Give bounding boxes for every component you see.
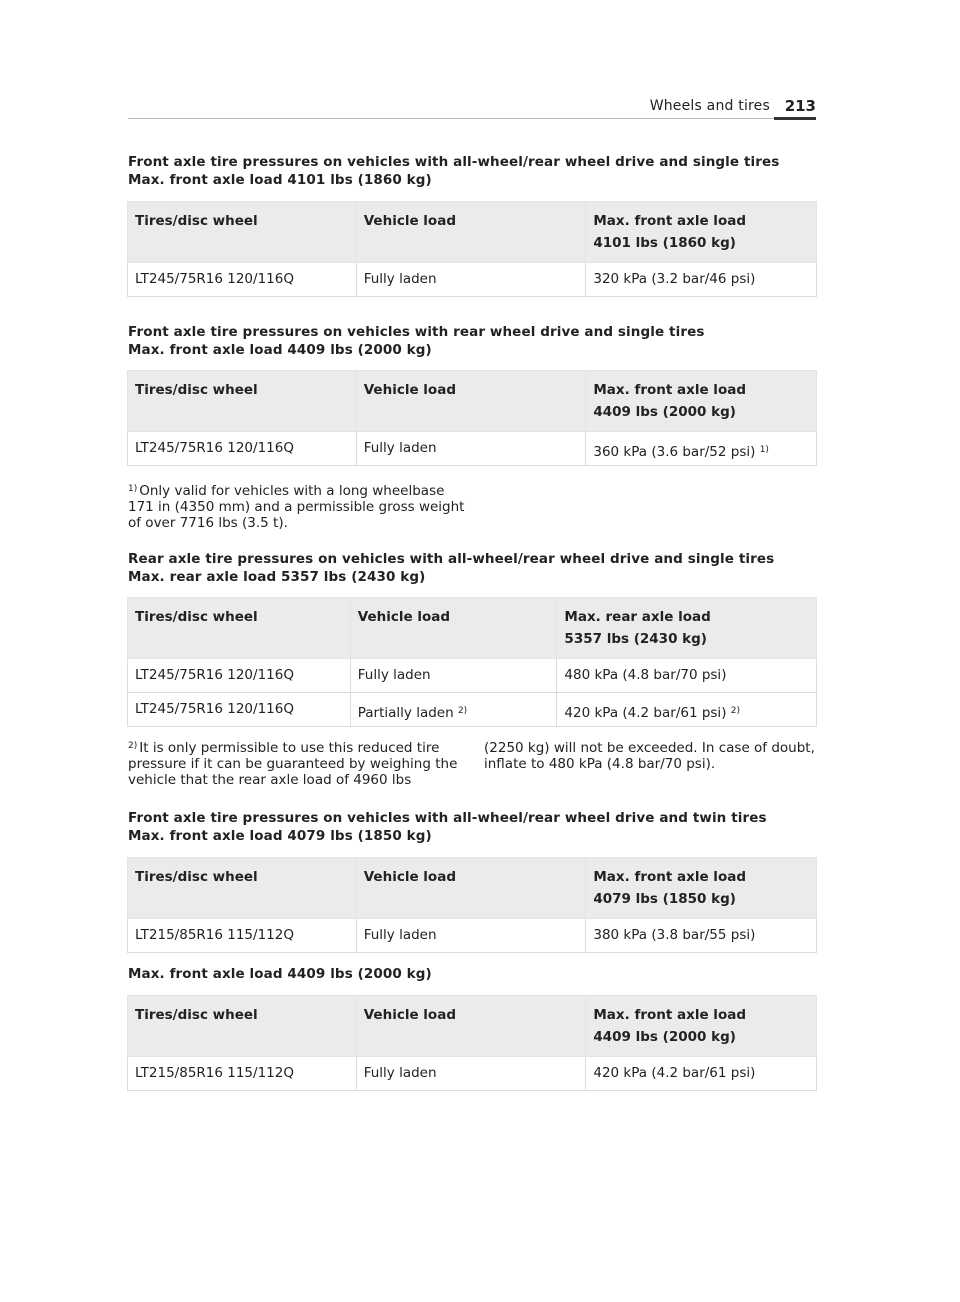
column-header-line: 4409 lbs (2000 kg) xyxy=(593,1029,736,1045)
column-header xyxy=(586,858,817,919)
column-header xyxy=(557,598,817,659)
table-row xyxy=(128,432,817,466)
tire-pressure-table xyxy=(127,370,817,466)
column-header: Vehicle load xyxy=(356,371,586,432)
footnote-right-column xyxy=(484,740,824,772)
section-subtitle-line: Max. front axle load 4101 lbs (1860 kg) xyxy=(128,172,432,188)
section-title xyxy=(128,550,828,586)
tire-size-cell: LT215/85R16 115/112Q xyxy=(128,1057,357,1091)
vehicle-load-cell: Fully laden xyxy=(350,659,557,693)
column-header-line: 4101 lbs (1860 kg) xyxy=(593,235,736,251)
column-header-line: Max. front axle load xyxy=(593,382,746,398)
table-header-row xyxy=(128,858,817,919)
pressure-cell xyxy=(586,432,817,466)
table-header-row xyxy=(128,598,817,659)
header-rule-accent xyxy=(774,117,816,120)
section-title-line: Front axle tire pressures on vehicles with all-wheel/rear wheel drive and single tires xyxy=(128,154,780,170)
column-header: Tires/disc wheel xyxy=(128,858,357,919)
section-title xyxy=(128,809,828,845)
column-header: Vehicle load xyxy=(356,996,586,1057)
table-row xyxy=(128,919,817,953)
column-header: Tires/disc wheel xyxy=(128,202,357,263)
tire-size-cell: LT245/75R16 120/116Q xyxy=(128,263,357,297)
vehicle-load-cell: Fully laden xyxy=(356,432,586,466)
column-header: Vehicle load xyxy=(356,858,586,919)
pressure-cell: 480 kPa (4.8 bar/70 psi) xyxy=(557,659,817,693)
table-header-row xyxy=(128,371,817,432)
pressure-cell: 380 kPa (3.8 bar/55 psi) xyxy=(586,919,817,953)
footnote-text: (2250 kg) will not be exceeded. In case of doubt, xyxy=(484,740,815,756)
section-subtitle-line: Max. rear axle load 5357 lbs (2430 kg) xyxy=(128,569,426,585)
page-number: 213 xyxy=(784,97,816,115)
footnote-reference: 1) xyxy=(759,445,769,455)
footnote-reference: 2) xyxy=(457,706,468,716)
section-title xyxy=(128,323,828,359)
column-header-line: Max. front axle load xyxy=(593,869,746,885)
vehicle-load-cell: Fully laden xyxy=(356,263,586,297)
footnote-text: pressure if it can be guaranteed by weighing the xyxy=(128,756,458,772)
footnote-text: Only valid for vehicles with a long wheelbase xyxy=(139,483,445,499)
section-subtitle-line: Max. front axle load 4409 lbs (2000 kg) xyxy=(128,966,432,982)
footnote-text: of over 7716 lbs (3.5 t). xyxy=(128,515,288,531)
vehicle-load-value: Partially laden xyxy=(357,705,454,721)
column-header: Tires/disc wheel xyxy=(128,996,357,1057)
section-title xyxy=(128,965,828,983)
tire-pressure-table xyxy=(127,995,817,1091)
column-header xyxy=(586,371,817,432)
footnote-left-column xyxy=(128,740,468,788)
tire-size-cell: LT215/85R16 115/112Q xyxy=(128,919,357,953)
header-title: Wheels and tires xyxy=(649,98,770,114)
footnote-text: It is only permissible to use this reduced tire xyxy=(139,740,440,756)
column-header: Vehicle load xyxy=(350,598,557,659)
vehicle-load-cell xyxy=(350,693,557,727)
pressure-value: 360 kPa (3.6 bar/52 psi) xyxy=(593,444,756,460)
pressure-value: 420 kPa (4.2 bar/61 psi) xyxy=(564,705,727,721)
footnote xyxy=(128,483,464,531)
column-header-line: 4079 lbs (1850 kg) xyxy=(593,891,736,907)
tire-pressure-table xyxy=(127,201,817,297)
pressure-cell: 420 kPa (4.2 bar/61 psi) xyxy=(586,1057,817,1091)
section-title-line: Rear axle tire pressures on vehicles with all-wheel/rear wheel drive and single tires xyxy=(128,551,775,567)
table-row xyxy=(128,659,817,693)
header-rule xyxy=(128,118,816,119)
table-header-row xyxy=(128,996,817,1057)
tire-pressure-table xyxy=(127,857,817,953)
vehicle-load-cell: Fully laden xyxy=(356,1057,586,1091)
table-row xyxy=(128,263,817,297)
footnote-text: 171 in (4350 mm) and a permissible gross weight xyxy=(128,499,465,515)
column-header-line: 4409 lbs (2000 kg) xyxy=(593,404,736,420)
table-row xyxy=(128,1057,817,1091)
tire-size-cell: LT245/75R16 120/116Q xyxy=(128,693,351,727)
footnote-reference: 2) xyxy=(730,706,741,716)
footnote-marker: 1) xyxy=(128,484,138,494)
section-subtitle-line: Max. front axle load 4079 lbs (1850 kg) xyxy=(128,828,432,844)
section-title-line: Front axle tire pressures on vehicles with all-wheel/rear wheel drive and twin tires xyxy=(128,810,767,826)
tire-size-cell: LT245/75R16 120/116Q xyxy=(128,432,357,466)
section-title xyxy=(128,153,828,189)
column-header-line: Max. rear axle load xyxy=(564,609,711,625)
column-header xyxy=(586,202,817,263)
footnote-marker: 2) xyxy=(128,741,138,751)
page-header xyxy=(128,98,816,118)
column-header: Vehicle load xyxy=(356,202,586,263)
pressure-cell xyxy=(557,693,817,727)
section-title-line: Front axle tire pressures on vehicles with rear wheel drive and single tires xyxy=(128,324,705,340)
footnote-text: vehicle that the rear axle load of 4960 lbs xyxy=(128,772,412,788)
table-row xyxy=(128,693,817,727)
section-subtitle-line: Max. front axle load 4409 lbs (2000 kg) xyxy=(128,342,432,358)
column-header: Tires/disc wheel xyxy=(128,371,357,432)
table-header-row xyxy=(128,202,817,263)
tire-pressure-table xyxy=(127,597,817,727)
tire-size-cell: LT245/75R16 120/116Q xyxy=(128,659,351,693)
column-header xyxy=(586,996,817,1057)
footnote-text: inflate to 480 kPa (4.8 bar/70 psi). xyxy=(484,756,716,772)
vehicle-load-cell: Fully laden xyxy=(356,919,586,953)
column-header-line: 5357 lbs (2430 kg) xyxy=(564,631,707,647)
column-header-line: Max. front axle load xyxy=(593,213,746,229)
column-header-line: Max. front axle load xyxy=(593,1007,746,1023)
column-header: Tires/disc wheel xyxy=(128,598,351,659)
pressure-cell: 320 kPa (3.2 bar/46 psi) xyxy=(586,263,817,297)
